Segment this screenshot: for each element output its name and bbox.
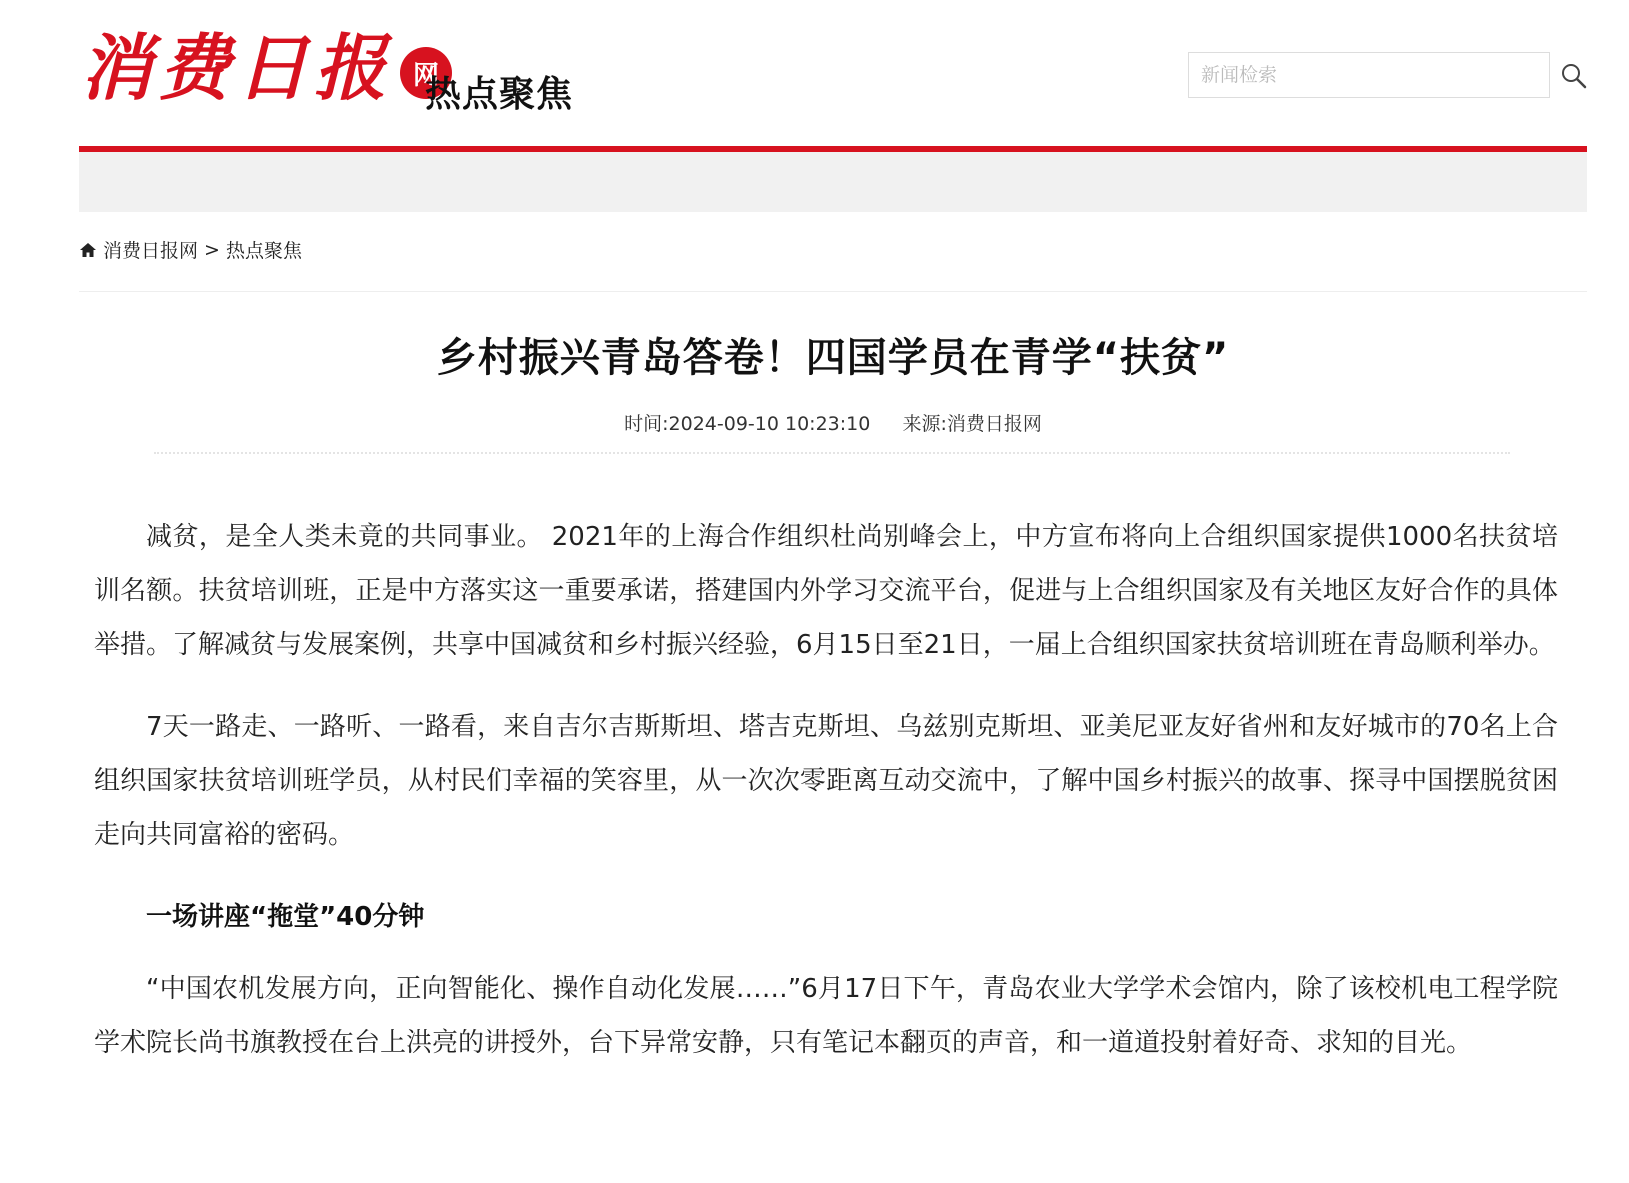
logo-badge: 网 (400, 47, 452, 99)
logo-text: 消费日报 (80, 25, 393, 110)
article-subheading: 一场讲座“拖堂”40分钟 (146, 902, 425, 932)
site-logo[interactable] (80, 26, 452, 110)
search-icon[interactable] (1560, 62, 1588, 90)
meta-divider (154, 452, 1510, 454)
article-content (94, 510, 1558, 1098)
article-time: 时间:2024-09-10 10:23:10 (624, 413, 871, 435)
article-source: 来源:消费日报网 (902, 413, 1042, 435)
section-title[interactable]: 热点聚焦 (425, 74, 574, 115)
article-paragraph: 7天一路走、一路听、一路看，来自吉尔吉斯斯坦、塔吉克斯坦、乌兹别克斯坦、亚美尼亚友好省州和友好城市的70名上合组织国家扶贫培训班学员，从村民们幸福的笑容里，从一次次零距离互动交流中，了解中国乡村振兴的故事、探寻中国摆脱贫困走向共同富裕的密码。 (94, 712, 1558, 850)
search-input[interactable] (1189, 53, 1549, 97)
article-meta (79, 409, 1587, 436)
article-paragraph: 减贫，是全人类未竟的共同事业。 2021年的上海合作组织杜尚别峰会上，中方宣布将向上合组织国家提供1000名扶贫培训名额。扶贫培训班，正是中方落实这一重要承诺，搭建国内外学习交流平台，促进与上合组织国家及有关地区友好合作的具体举措。了解减贫与发展案例，共享中国减贫和乡村振兴经验，6月15日至21日，一届上合组织国家扶贫培训班在青岛顺利举办。 (94, 522, 1558, 660)
search-box (1188, 52, 1550, 98)
article-title: 乡村振兴青岛答卷！四国学员在青学“扶贫” (436, 335, 1230, 381)
home-icon (79, 242, 97, 258)
nav-bar (79, 152, 1587, 212)
breadcrumb-home-link[interactable]: 消费日报网 (103, 240, 199, 262)
article-paragraph: “中国农机发展方向，正向智能化、操作自动化发展……”6月17日下午，青岛农业大学学术会馆内，除了该校机电工程学院学术院长尚书旗教授在台上洪亮的讲授外，台下异常安静，只有笔记本翻页的声音，和一道道投射着好奇、求知的目光。 (94, 974, 1558, 1058)
breadcrumb-current-link[interactable]: 热点聚焦 (225, 240, 302, 262)
breadcrumb-separator: > (204, 238, 220, 261)
breadcrumb-divider (79, 291, 1587, 292)
breadcrumb (79, 236, 302, 263)
